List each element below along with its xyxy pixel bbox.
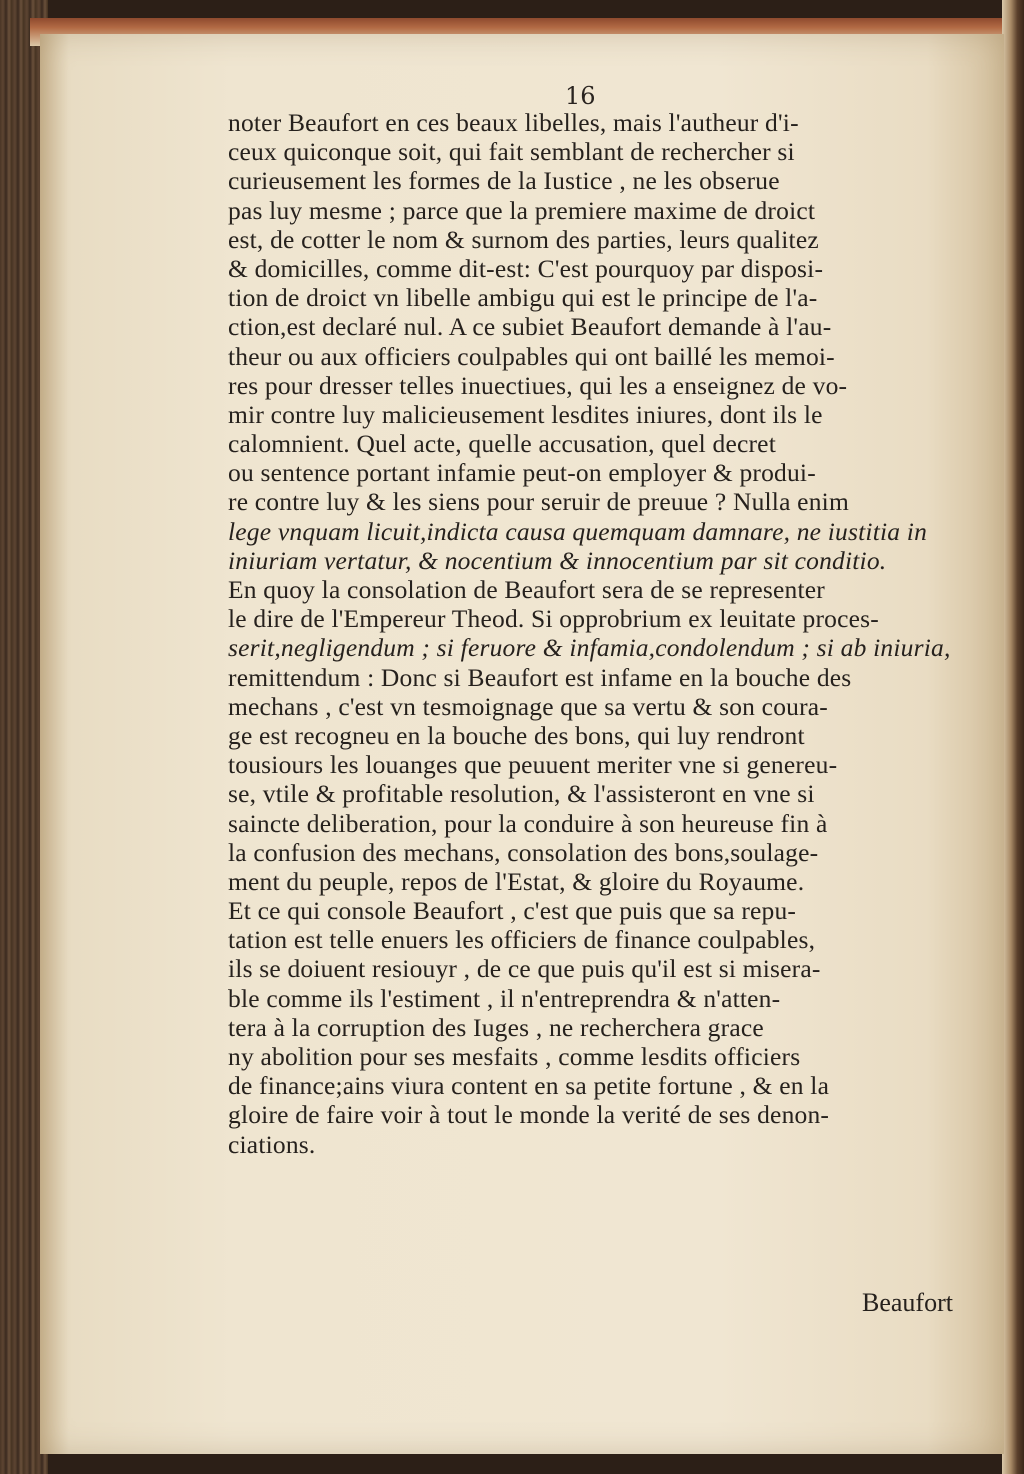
text-line: saincte deliberation, pour la conduire à son heureuse fin à [228,808,828,838]
text-line: mechans , c'est vn tesmoignage que sa vertu & son coura- [228,691,828,721]
text-line: res pour dresser telles inuectiues, qui les a enseignez de vo- [228,370,848,400]
text-line: pas luy mesme ; parce que la premiere maxime de droict [228,195,816,225]
text-line: ny abolition pour ses mesfaits , comme lesdits officiers [228,1042,801,1071]
text-line: remittendum : Donc si Beaufort est infame en la bouche des [228,662,852,692]
text-line: ment du peuple, repos de l'Estat, & gloire du Royaume. [228,866,805,896]
text-line: theur ou aux officiers coulpables qui ont baillé les memoi- [228,341,835,371]
text-line: mir contre luy malicieusement lesdites iniures, dont ils le [228,399,823,429]
text-line: ciations. [228,1129,316,1159]
text-line: tion de droict vn libelle ambigu qui est le principe de l'a- [228,283,818,313]
text-line: Et ce qui console Beaufort , c'est que puis que sa repu- [228,896,797,926]
text-line: la confusion des mechans, consolation des bons,soulage- [228,837,819,867]
text-line-latin: lege vnquam licuit,indicta causa quemquam damnare, ne iustitia in [228,516,928,546]
catchword: Beaufort [862,1288,953,1317]
text-line: noter Beaufort en ces beaux libelles, mais l'autheur d'i- [228,108,799,137]
text-line-latin: iniuriam vertatur, & nocentium & innocentium par sit conditio. [228,545,887,575]
text-line: curieusement les formes de la Iustice , ne les obserue [228,166,780,196]
page-number: 16 [565,82,596,110]
text-line: ceux quiconque soit, qui fait semblant de rechercher si [228,137,795,167]
text-line: ction,est declaré nul. A ce subiet Beaufort demande à l'au- [228,312,832,342]
text-line-latin: serit,negligendum ; si feruore & infamia,condolendum ; si ab iniuria, [228,633,951,663]
text-line: tousiours les louanges que peuuent meriter vne si genereu- [228,750,838,780]
text-line: ou sentence portant infamie peut-on employer & produi- [228,458,816,488]
text-line: re contre luy & les siens pour seruir de preuue ? Nulla enim [228,487,849,517]
text-line: ge est recogneu en la bouche des bons, qui luy rendront [228,720,805,750]
text-line: ils se doiuent resiouyr , de ce que puis qu'il est si misera- [228,954,821,984]
text-line: est, de cotter le nom & surnom des parties, leurs qualitez [228,224,819,254]
body-text [228,108,968,1159]
text-line: gloire de faire voir à tout le monde la verité de ses denon- [228,1100,830,1130]
book-binding-right [1002,0,1024,1474]
text-line: ble comme ils l'estiment , il n'entreprendra & n'atten- [228,983,781,1013]
text-line: de finance;ains viura content en sa petite fortune , & en la [228,1071,830,1101]
text-line: se, vtile & profitable resolution, & l'assisteront en vne si [228,779,815,809]
text-line: tera à la corruption des Iuges , ne recherchera grace [228,1012,764,1042]
text-line: En quoy la consolation de Beaufort sera de se representer [228,575,825,604]
text-line: tation est telle enuers les officiers de finance coulpables, [228,925,816,955]
text-line: le dire de l'Empereur Theod. Si opprobrium ex leuitate proces- [228,604,879,634]
text-line: & domicilles, comme dit-est: C'est pourquoy par disposi- [228,253,824,283]
text-line: calomnient. Quel acte, quelle accusation, quel decret [228,429,776,459]
